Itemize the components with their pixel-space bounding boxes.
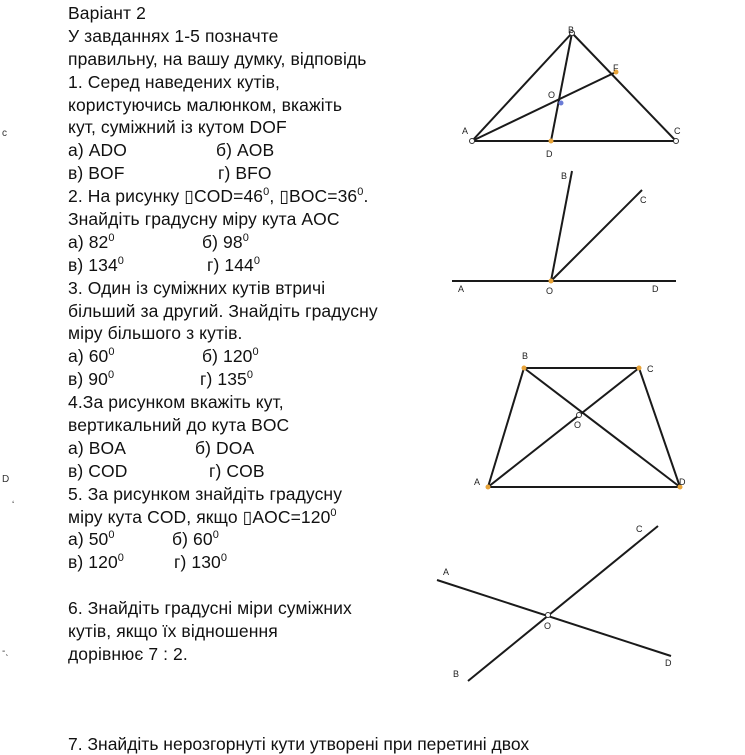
q4-text: вертикальний до кута BOC	[68, 415, 290, 436]
trapezoid-figure	[465, 345, 705, 500]
label-f: F	[613, 63, 619, 73]
q5-text-part: міру кута COD, якщо	[68, 506, 243, 527]
label-o: O	[546, 286, 554, 296]
q2-options-row	[68, 254, 448, 277]
degree-mark: 0	[108, 346, 115, 359]
q2-option-d-label: г) 144	[207, 254, 254, 275]
segment-af	[472, 72, 616, 141]
diagonal-ac	[488, 368, 639, 487]
text-column	[68, 2, 448, 666]
point-o	[577, 413, 582, 418]
q4-options-row	[68, 460, 448, 483]
side-bc	[572, 33, 676, 141]
margin-mark: ʻ	[12, 500, 15, 511]
q6-text: 6. Знайдіть градусні міри суміжних	[68, 598, 352, 619]
q4-option-d[interactable]: г) COB	[209, 460, 265, 481]
q2-text-part: 2. На рисунку	[68, 186, 185, 207]
q2-option-b-label: б) 98	[202, 231, 243, 252]
q3-text: більший за другий. Знайдіть градусну	[68, 300, 378, 321]
q2-text: Знайдіть градусну міру кута AOC	[68, 209, 340, 230]
q1-text: кут, суміжний із кутом DOF	[68, 117, 287, 138]
variant-title: Варіант 2	[68, 3, 146, 23]
q7-cutoff-text: 7. Знайдіть нерозгорнуті кути утворені при перетині двох	[68, 734, 530, 754]
triangle-figure	[455, 22, 695, 162]
q5-text	[68, 506, 448, 529]
angle-glyph: ▯	[242, 506, 253, 527]
label-b: B	[453, 669, 460, 679]
label-d: D	[665, 658, 672, 668]
side-cd	[639, 368, 680, 487]
ray-oc	[551, 190, 642, 281]
label-a: A	[462, 126, 469, 136]
degree-mark: 0	[246, 369, 254, 382]
q5-text-part: AOC=120	[252, 506, 331, 527]
margin-mark: c	[2, 128, 7, 139]
q3-options-row	[68, 345, 448, 368]
point-c	[674, 139, 679, 144]
label-a: A	[474, 477, 481, 487]
point-a	[470, 139, 475, 144]
segment-bd	[551, 33, 572, 141]
q3-option-d-label: г) 135	[200, 369, 247, 390]
q3-options-row	[68, 368, 448, 391]
degree-mark: 0	[357, 186, 364, 199]
q2-option-c-label: в) 134	[68, 254, 118, 275]
angle-glyph: ▯	[279, 186, 290, 207]
q1-option-d[interactable]: г) BFO	[218, 163, 272, 184]
degree-mark: 0	[108, 529, 115, 542]
point-a	[486, 485, 491, 490]
q3-text: міру більшого з кутів.	[68, 323, 243, 344]
q3-option-c-label: в) 90	[68, 369, 108, 390]
q5-options-row	[68, 551, 448, 574]
instruction-line: правильну, на вашу думку, відповідь	[68, 48, 367, 69]
q1-option-c[interactable]: в) BOF	[68, 163, 125, 184]
q2-text-part: BOC=36	[289, 186, 358, 207]
q4-options-row	[68, 437, 448, 460]
degree-mark: 0	[253, 254, 261, 267]
label-c: C	[640, 195, 647, 205]
point-c	[637, 366, 642, 371]
point-b	[522, 366, 527, 371]
label-d: D	[546, 149, 553, 159]
q1-options-row	[68, 139, 448, 162]
label-d: D	[652, 284, 659, 294]
label-o: O	[548, 90, 556, 100]
q5-option-d-label: г) 130	[174, 552, 221, 573]
point-o	[559, 101, 564, 106]
q5-option-a-label: а) 50	[68, 529, 109, 550]
q4-text: 4.За рисунком вкажіть кут,	[68, 392, 284, 413]
side-ab	[488, 368, 524, 487]
rays-figure	[450, 165, 690, 300]
q5-option-b-label: б) 60	[172, 529, 213, 550]
degree-mark: 0	[108, 231, 115, 244]
instruction-line: У завданнях 1-5 позначте	[68, 25, 279, 46]
q5-text: 5. За рисунком знайдіть градусну	[68, 483, 343, 504]
degree-mark: 0	[212, 529, 219, 542]
q5-option-c-label: в) 120	[68, 552, 118, 573]
q1-options-row	[68, 162, 448, 185]
q4-option-b[interactable]: б) DOA	[195, 437, 255, 458]
q5-options-row	[68, 528, 448, 551]
label-a: A	[458, 284, 465, 294]
line-ad	[437, 580, 671, 656]
q3-text: 3. Один із суміжних кутів втричі	[68, 277, 326, 298]
q3-option-a-label: а) 60	[68, 346, 109, 367]
q1-text: користуючись малюнком, вкажіть	[68, 94, 343, 115]
q6-text: дорівнює 7 : 2.	[68, 643, 188, 664]
label-b: B	[561, 171, 568, 181]
side-ab	[472, 33, 572, 141]
q6-text: кутів, якщо їх відношення	[68, 621, 278, 642]
q1-option-b[interactable]: б) AOB	[216, 140, 275, 161]
degree-mark: 0	[220, 552, 228, 565]
label-b: B	[522, 351, 529, 361]
label-d: D	[679, 477, 686, 487]
label-o: O	[574, 420, 582, 430]
degree-mark: 0	[117, 552, 125, 565]
q1-text: 1. Серед наведених кутів,	[68, 71, 280, 92]
q3-option-b-label: б) 120	[202, 346, 253, 367]
q5-option-d[interactable]	[174, 551, 227, 577]
q2-text-part: .	[363, 186, 369, 207]
label-c: C	[674, 126, 681, 136]
q2-option-a-label: а) 82	[68, 231, 109, 252]
margin-mark: D	[2, 474, 10, 485]
line-bc	[468, 526, 658, 681]
q2-options-row	[68, 231, 448, 254]
q2-text-part: ,	[269, 186, 280, 207]
point-d	[549, 139, 554, 144]
q2-text-part: COD=46	[193, 186, 264, 207]
label-a: A	[443, 567, 450, 577]
label-b: B	[568, 25, 575, 35]
margin-mark: -ˎ	[2, 646, 9, 657]
degree-mark: 0	[242, 231, 249, 244]
angle-glyph: ▯	[184, 186, 194, 207]
degree-mark: 0	[263, 186, 270, 199]
label-c: C	[636, 524, 643, 534]
q1-option-a[interactable]: а) ADO	[68, 140, 127, 161]
diagonal-bd	[524, 368, 680, 487]
cross-figure	[435, 515, 695, 690]
q2-option-d[interactable]	[207, 254, 260, 280]
q2-text	[68, 185, 448, 208]
blank-line	[68, 574, 448, 597]
q4-option-a[interactable]: а) BOA	[68, 437, 126, 458]
label-c: C	[647, 364, 654, 374]
degree-mark: 0	[330, 506, 337, 519]
q5-option-c[interactable]	[68, 551, 174, 577]
q2-option-c[interactable]	[68, 254, 207, 280]
q4-option-c[interactable]: в) COD	[68, 460, 128, 481]
point-o	[549, 279, 554, 284]
degree-mark: 0	[107, 369, 115, 382]
point-o	[546, 613, 551, 618]
degree-mark: 0	[252, 346, 259, 359]
label-o: O	[544, 621, 552, 631]
degree-mark: 0	[117, 254, 125, 267]
